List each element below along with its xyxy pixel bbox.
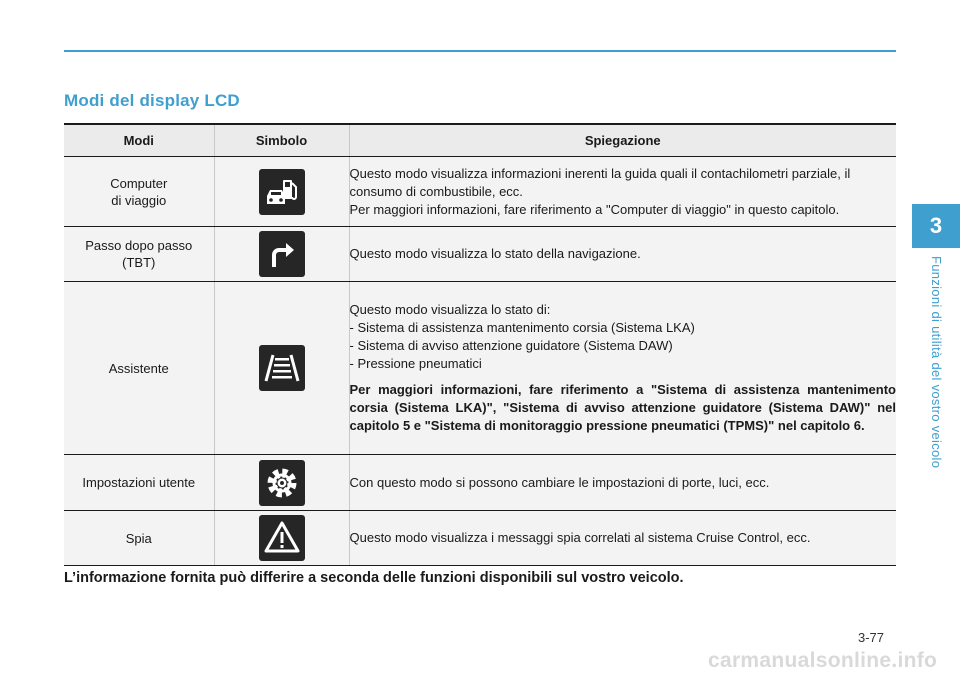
mode-cell xyxy=(64,282,214,455)
fuel-pump-car-icon xyxy=(259,169,305,215)
lane-assist-icon xyxy=(259,345,305,391)
description-text: Questo modo visualizza i messaggi spia correlati al sistema Cruise Control, ecc. xyxy=(349,530,811,545)
table-row xyxy=(64,511,896,566)
description-text: Questo modo visualizza informazioni inerenti la guida quali il contachilometri parziale, il consumo di combustibile, ecc. xyxy=(349,165,851,199)
mode-label: (TBT) xyxy=(122,255,156,270)
symbol-cell xyxy=(214,282,349,455)
chapter-label: Funzioni di utilità del vostro veicolo xyxy=(929,256,944,469)
mode-cell xyxy=(64,455,214,511)
description-text: Con questo modo si possono cambiare le impostazioni di porte, luci, ecc. xyxy=(349,474,770,490)
description-text: - Sistema di avviso attenzione guidatore (Sistema DAW) xyxy=(349,338,673,353)
mode-label: Spia xyxy=(125,530,152,546)
table-header-row xyxy=(64,124,896,157)
mode-label: Computer xyxy=(110,175,168,191)
description-text: - Pressione pneumatici xyxy=(349,356,482,371)
description-cell xyxy=(349,227,896,282)
mode-cell xyxy=(64,511,214,566)
lcd-modes-table xyxy=(64,123,896,566)
section-title: Modi del display LCD xyxy=(64,91,240,110)
symbol-cell xyxy=(214,511,349,566)
description-cell xyxy=(349,282,896,455)
turn-right-arrow-icon xyxy=(259,231,305,277)
description-cell xyxy=(349,511,896,566)
table-row xyxy=(64,157,896,227)
warning-triangle-icon xyxy=(259,515,305,561)
header-simbolo: Simbolo xyxy=(214,124,349,157)
header-modi: Modi xyxy=(64,124,214,157)
mode-label: Passo dopo passo xyxy=(85,238,193,253)
footnote: L’informazione fornita può differire a seconda delle funzioni disponibili sul vostro veicolo. xyxy=(64,570,684,586)
description-cell xyxy=(349,455,896,511)
mode-label: Impostazioni utente xyxy=(82,475,196,490)
description-text: Questo modo visualizza lo stato di: xyxy=(349,302,551,317)
header-spiegazione: Spiegazione xyxy=(349,124,896,157)
mode-label: Assistente xyxy=(108,360,169,376)
top-rule xyxy=(64,50,896,52)
watermark: carmanualsonline.info xyxy=(708,649,938,672)
table-row xyxy=(64,227,896,282)
table-row xyxy=(64,455,896,511)
mode-label: di viaggio xyxy=(111,192,167,208)
table-row xyxy=(64,282,896,455)
page-number: 3-77 xyxy=(858,630,885,645)
mode-cell xyxy=(64,157,214,227)
symbol-cell xyxy=(214,455,349,511)
symbol-cell xyxy=(214,157,349,227)
symbol-cell xyxy=(214,227,349,282)
chapter-tab: 3 xyxy=(912,204,960,248)
description-text: - Sistema di assistenza mantenimento corsia (Sistema LKA) xyxy=(349,320,695,335)
description-cell xyxy=(349,157,896,227)
description-text: Questo modo visualizza lo stato della navigazione. xyxy=(349,246,641,261)
gear-icon xyxy=(259,460,305,506)
description-text: Per maggiori informazioni, fare riferimento a "Computer di viaggio" in questo capitolo. xyxy=(349,201,840,217)
mode-cell xyxy=(64,227,214,282)
reference-note: Per maggiori informazioni, fare riferimento a "Sistema di assistenza mantenimento corsia (Sistema LKA)", "Sistema di avviso attenzione guidatore (Sistema DAW)" nel capitolo 5 e "Sistema di monitoraggio pressione pneumatici (TPMS)" nel capitolo 6. xyxy=(349,382,896,433)
